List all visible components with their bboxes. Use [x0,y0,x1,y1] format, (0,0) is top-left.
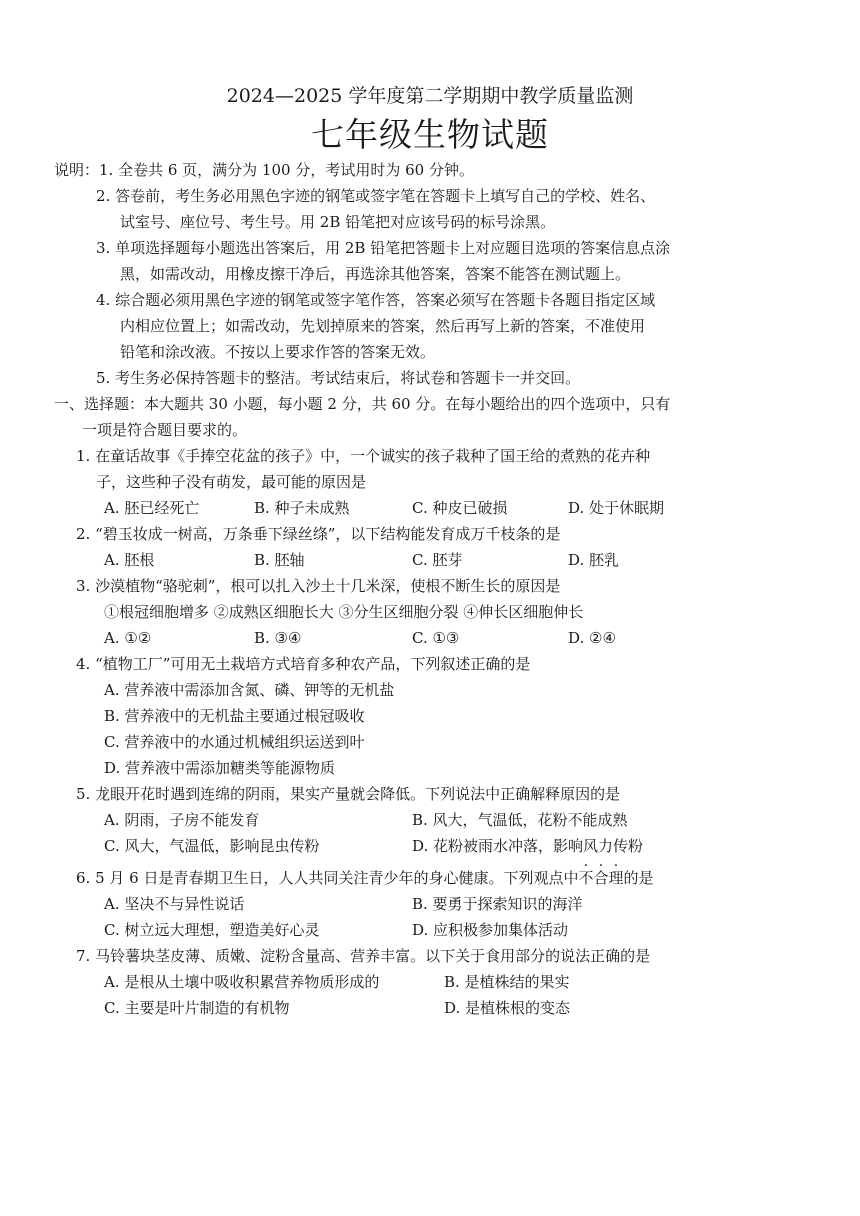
option-b: B. 要勇于探索知识的海洋 [412,895,583,913]
exam-title: 七年级生物试题 [311,115,549,154]
option-c: C. 种皮已破损 [412,499,508,517]
emphasis-char: 理 [608,869,624,887]
question-stem: 3. 沙漠植物“骆驼刺”，根可以扎入沙土十几米深，使根不断生长的原因是 [76,577,561,595]
exam-header: 2024—2025 学年度第二学期期中教学质量监测 [226,85,634,107]
question-stem: 5. 龙眼开花时遇到连绵的阴雨，果实产量就会降低。下列说法中正确解释原因的是 [76,785,621,803]
option-a: A. 阴雨，子房不能发育 [104,811,260,829]
instruction-line: 黑，如需改动，用橡皮擦干净后，再选涂其他答案，答案不能答在测试题上。 [120,265,631,283]
emphasis-char: 合 [593,869,609,887]
question-stem [76,868,654,888]
option-d: D. 胚乳 [568,551,620,569]
section-heading: 一、选择题：本大题共 30 小题，每小题 2 分，共 60 分。在每小题给出的四个选项中，只有 [54,395,671,413]
option-c: C. 树立远大理想，塑造美好心灵 [104,921,320,939]
instruction-line: 2. 答卷前，考生务必用黑色字迹的钢笔或签字笔在答题卡上填写自己的学校、姓名、 [96,187,656,205]
option-a: A. 坚决不与异性说话 [104,895,245,913]
section-heading: 一项是符合题目要求的。 [82,421,248,439]
option-b: B. 风大，气温低，花粉不能成熟 [412,811,628,829]
option-c: C. 主要是叶片制造的有机物 [104,999,290,1017]
instruction-line: 试室号、座位号、考生号。用 2B 铅笔把对应该号码的标号涂黑。 [120,213,556,231]
option-d: D. 处于休眠期 [568,499,665,517]
stem-text: 6. 5 月 6 日是青春期卫生日，人人共同关注青少年的身心健康。下列观点中 [76,869,579,887]
instruction-line: 内相应位置上；如需改动，先划掉原来的答案，然后再写上新的答案，不准使用 [120,317,646,335]
option-a: A. 胚已经死亡 [104,499,200,517]
option-d: D. 应积极参加集体活动 [412,921,569,939]
option-c: C. 营养液中的水通过机械组织运送到叶 [104,733,365,751]
stem-text: 的是 [623,869,654,887]
option-b: B. 是植株结的果实 [444,973,570,991]
option-c: C. 风大，气温低，影响昆虫传粉 [104,837,320,855]
instruction-line: 5. 考生务必保持答题卡的整洁。考试结束后，将试卷和答题卡一并交回。 [96,369,581,387]
option-a: A. 营养液中需添加含氮、磷、钾等的无机盐 [104,681,395,699]
instruction-line: 4. 综合题必须用黑色字迹的钢笔或签字笔作答，答案必须写在答题卡各题目指定区域 [96,291,656,309]
option-c: C. 胚芽 [412,551,463,569]
question-stem: 4. “植物工厂”可用无土栽培方式培育多种农产品，下列叙述正确的是 [76,655,531,673]
option-c: C. ①③ [412,629,460,647]
option-a: A. 胚根 [104,551,155,569]
option-d: D. 花粉被雨水冲落，影响风力传粉 [412,837,644,855]
question-stem: 2. “碧玉妆成一树高，万条垂下绿丝绦”，以下结构能发育成万千枝条的是 [76,525,561,543]
emphasis-char: 不 [578,869,594,887]
option-a: A. ①② [104,629,152,647]
instruction-line: 3. 单项选择题每小题选出答案后，用 2B 铅笔把答题卡上对应题目选项的答案信息点涂 [96,239,671,257]
option-b: B. 营养液中的无机盐主要通过根冠吸收 [104,707,365,725]
option-d: D. 营养液中需添加糖类等能源物质 [104,759,336,777]
question-stem: 子，这些种子没有萌发，最可能的原因是 [96,473,367,491]
question-stem: 1. 在童话故事《手捧空花盆的孩子》中，一个诚实的孩子栽种了国王给的煮熟的花卉种 [76,447,651,465]
instruction-line: 铅笔和涂改液。不按以上要求作答的答案无效。 [120,343,436,361]
option-b: B. ③④ [254,629,302,647]
question-stem: 7. 马铃薯块茎皮薄、质嫩、淀粉含量高、营养丰富。以下关于食用部分的说法正确的是 [76,947,651,965]
option-b: B. 种子未成熟 [254,499,350,517]
option-d: D. ②④ [568,629,616,647]
option-b: B. 胚轴 [254,551,305,569]
option-d: D. 是植株根的变态 [444,999,571,1017]
instruction-line: 说明：1. 全卷共 6 页，满分为 100 分，考试用时为 60 分钟。 [54,161,474,179]
question-items: ①根冠细胞增多 ②成熟区细胞长大 ③分生区细胞分裂 ④伸长区细胞伸长 [104,603,584,621]
option-a: A. 是根从土壤中吸收积累营养物质形成的 [104,973,380,991]
